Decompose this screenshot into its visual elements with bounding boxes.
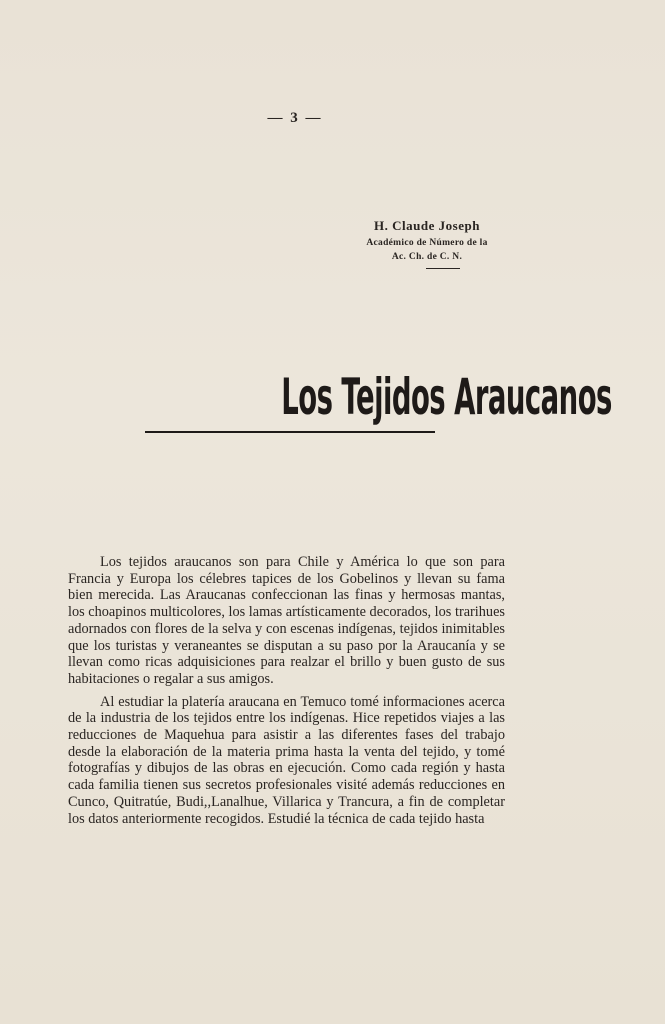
- paragraph: Los tejidos araucanos son para Chile y América lo que son para Francia y Europa los célebres tapices de los Gobelinos y llevan su fama bien merecida. Las Araucanas confeccionan las finas y hermosas mantas, los choapinos multicolores, los lamas artísticamente decorados, los trarihues adornados con flores de la selva y con escenas indígenas, tejidos inimitables que los turistas y veraneantes se disputan a su paso por la Araucanía y se llevan como ricas adquisiciones para realzar el brillo y buen gusto de sus habitaciones o regalar a sus amigos.: [68, 554, 505, 687]
- author-block: [352, 218, 502, 269]
- author-affiliation-2: Ac. Ch. de C. N.: [391, 252, 463, 262]
- author-affiliation-1: Académico de Número de la: [366, 238, 488, 248]
- article-body: [68, 554, 505, 827]
- title-underline: [145, 431, 435, 433]
- page-number: — 3 —: [267, 110, 323, 126]
- article-title: Los Tejidos Araucanos: [281, 368, 612, 426]
- author-name: H. Claude Joseph: [374, 218, 480, 233]
- author-divider: [426, 268, 460, 269]
- title-block: [146, 368, 612, 426]
- paragraph: Al estudiar la platería araucana en Temuco tomé informaciones acerca de la industria de los tejidos entre los indígenas. Hice repetidos viajes a las reducciones de Maquehua para asistir a las diferentes fases del trabajo desde la elaboración de la materia prima hasta la venta del tejido, y tomé fotografías y dibujos de las obras en ejecución. Como cada región y hasta cada familia tienen sus secretos profesionales visité además reducciones en Cunco, Quitratúe, Budi,,Lanalhue, Villarica y Trancura, a fin de completar los datos anteriormente recogidos. Estudié la técnica de cada tejido hasta: [68, 693, 505, 827]
